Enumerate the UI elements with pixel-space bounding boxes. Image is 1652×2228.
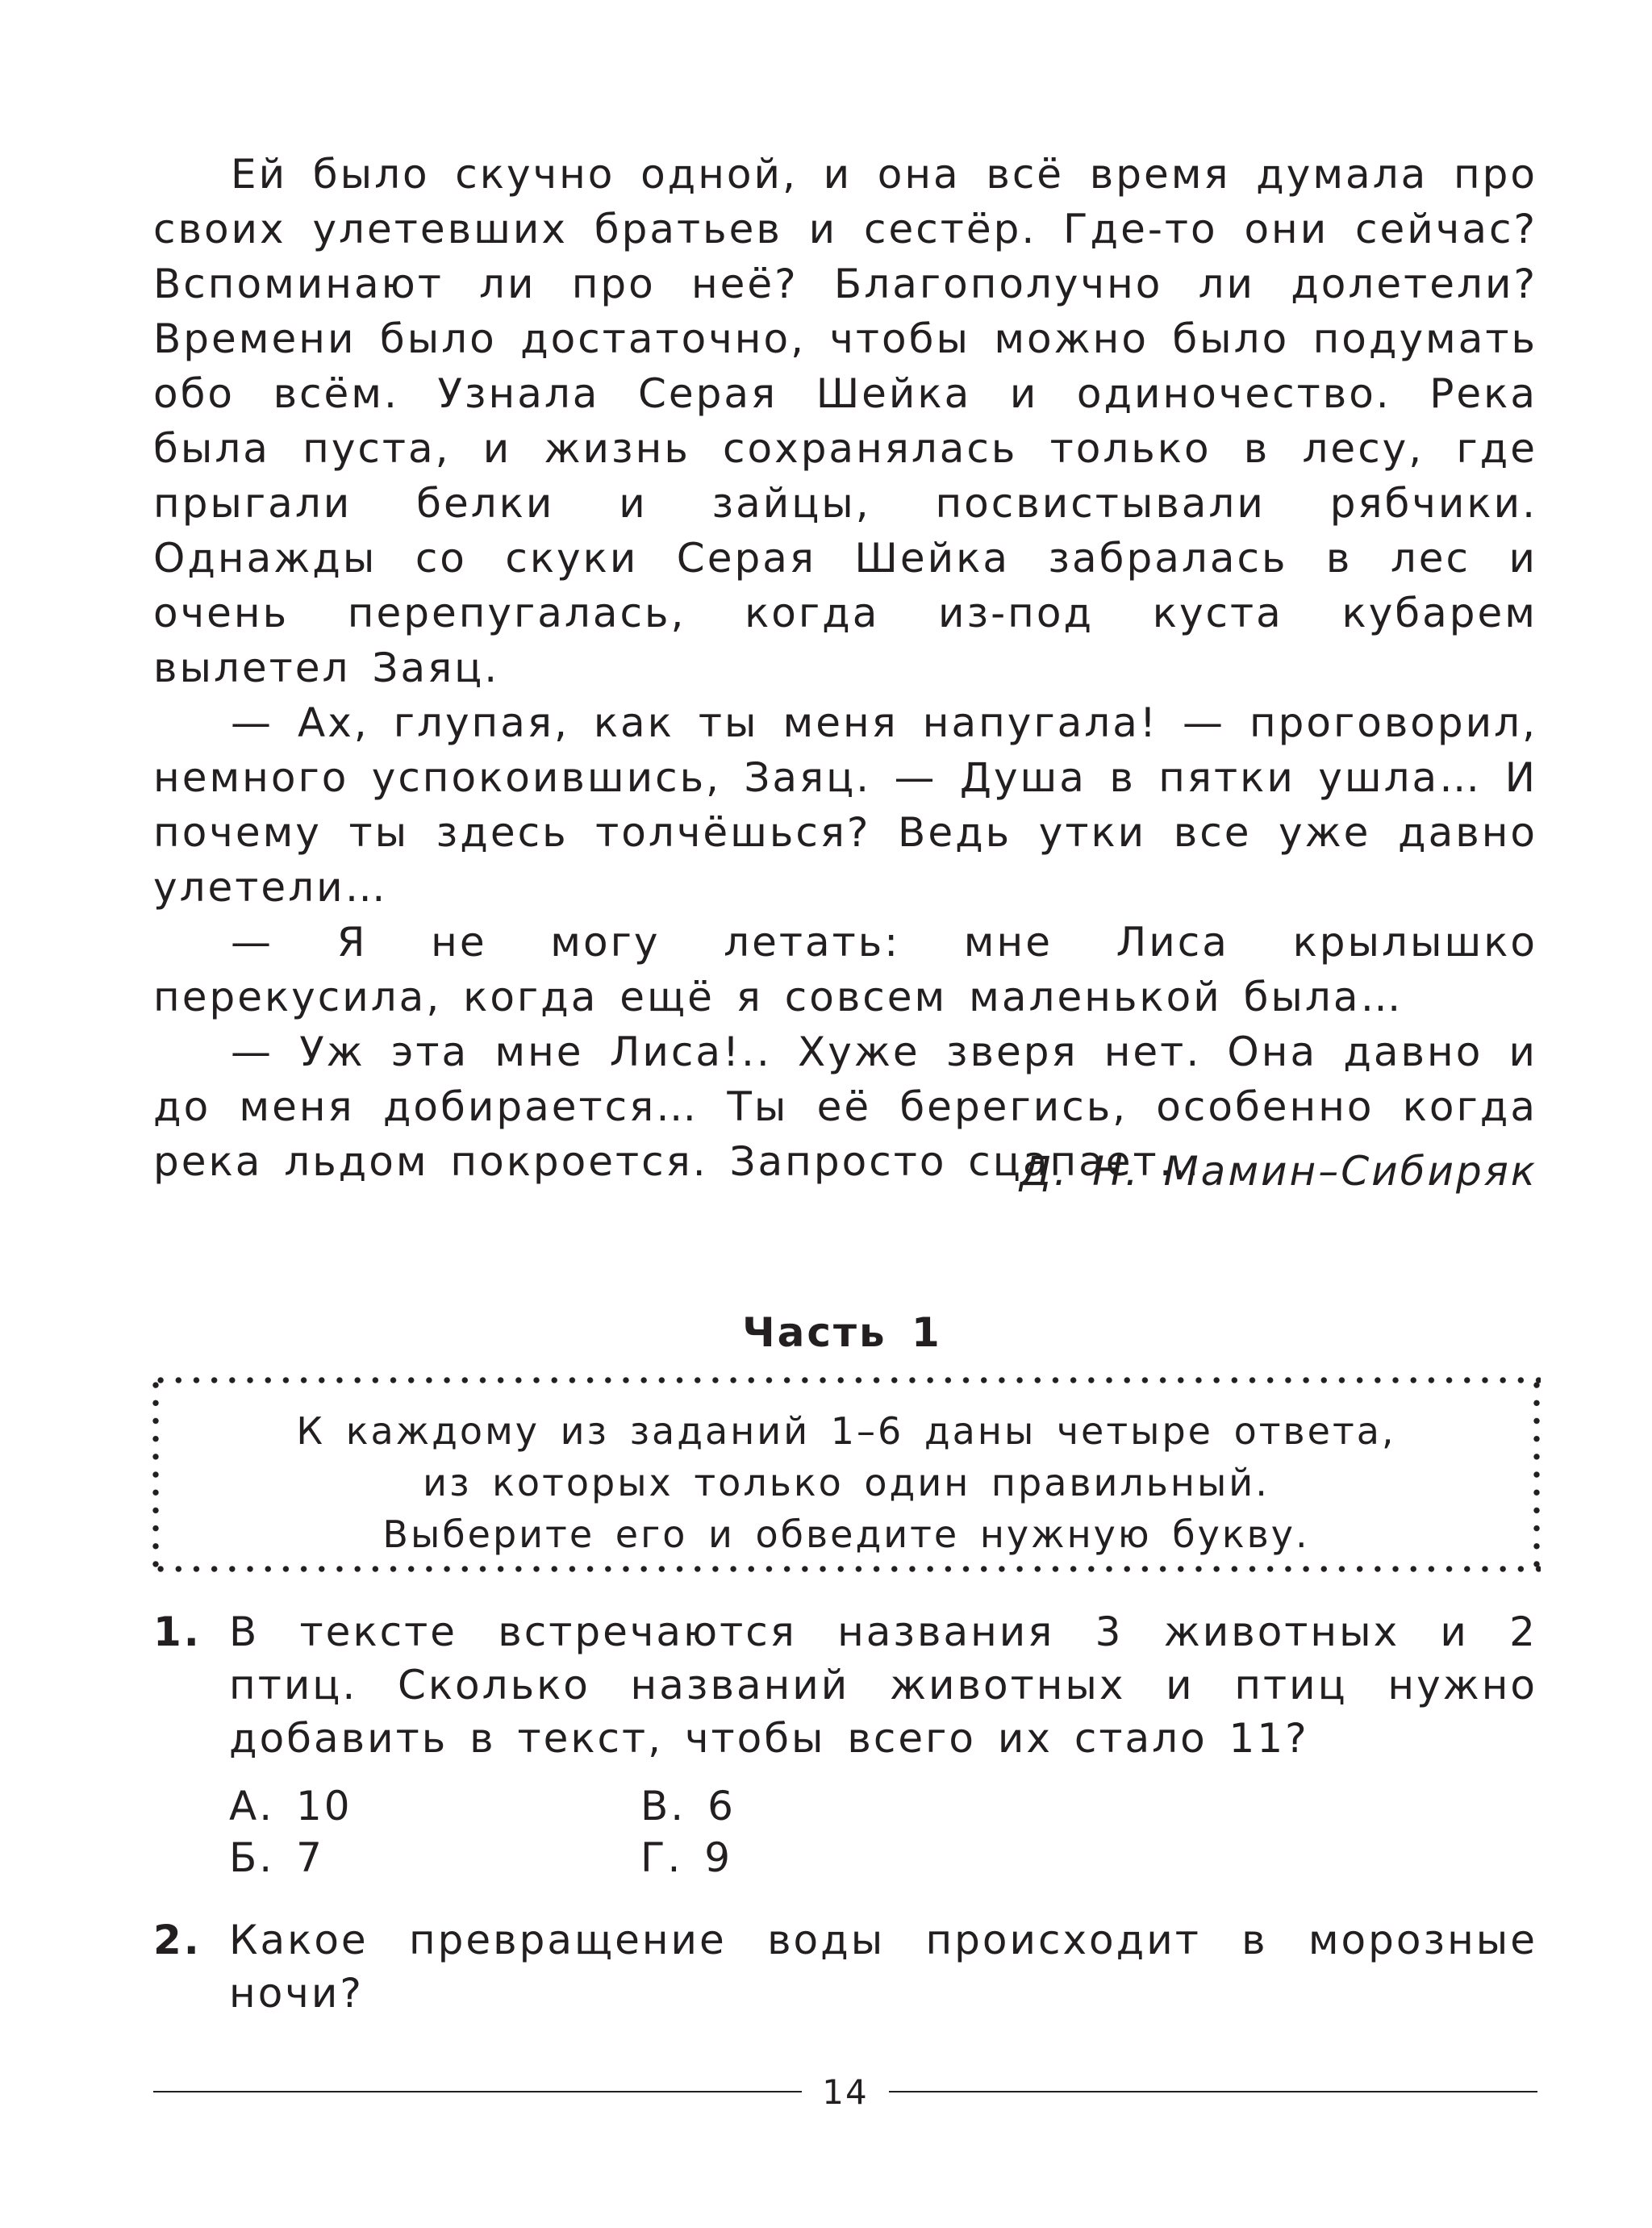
question-2 — [153, 1913, 1537, 2020]
instructions-text — [176, 1405, 1516, 1560]
answer-options — [229, 1779, 1537, 1884]
dotted-border-left — [152, 1376, 160, 1573]
dotted-border-right — [1533, 1376, 1541, 1573]
instructions-line: К каждому из заданий 1–6 даны четыре ответа, — [296, 1409, 1396, 1453]
instructions-box — [152, 1376, 1541, 1573]
dotted-border-bottom — [152, 1565, 1541, 1573]
option-v[interactable]: В. 6 — [640, 1783, 736, 1830]
story-paragraph: — Ах, глупая, как ты меня напугала! — проговорил, немного успокоившись, Заяц. — Душа в пятки ушла… И почему ты здесь толчёшься? Ведь утки все уже давно улетели… — [153, 699, 1537, 911]
story-text — [153, 147, 1537, 1189]
page-footer — [153, 2068, 1537, 2117]
question-text: В тексте встречаются названия 3 животных и 2 птиц. Сколько названий животных и птиц нужно добавить в текст, чтобы всего их стало 11? — [229, 1608, 1537, 1762]
story-author: Д. Н. Мамин–Сибиряк — [1020, 1148, 1537, 1195]
page-number: 14 — [822, 2072, 869, 2112]
option-b[interactable]: Б. 7 — [229, 1834, 324, 1881]
question-text: Какое превращение воды происходит в морозные ночи? — [229, 1917, 1537, 2017]
question-number: 2. — [153, 1917, 202, 1963]
part-title: Часть 1 — [742, 1309, 942, 1356]
story-paragraph: — Я не могу летать: мне Лиса крылышко перекусила, когда ещё я совсем маленькой была… — [153, 919, 1537, 1020]
instructions-line: из которых только один правильный. — [423, 1461, 1270, 1504]
story-paragraph: — Уж эта мне Лиса!.. Хуже зверя нет. Она давно и до меня добирается… Ты её берегись, особенно когда река льдом покроется. Запросто сцапает… — [153, 1028, 1537, 1185]
question-number: 1. — [153, 1608, 202, 1655]
option-a[interactable]: А. 10 — [229, 1783, 353, 1830]
question-1 — [153, 1605, 1537, 1884]
instructions-line: Выберите его и обведите нужную букву. — [382, 1512, 1310, 1556]
option-g[interactable]: Г. 9 — [640, 1834, 733, 1881]
dotted-border-top — [152, 1376, 1541, 1384]
story-paragraph: Ей было скучно одной, и она всё время думала про своих улетевших братьев и сестёр. Где-то они сейчас? Вспоминают ли про неё? Благополучно ли долетели? Времени было достаточно, чтобы можно было подумать обо всём. Узнала Серая Шейка и одиночество. Река была пуста, и жизнь сохранялась только в лесу, где прыгали белки и зайцы, посвистывали рябчики. Однажды со скуки Серая Шейка забралась в лес и очень перепугалась, когда из-под куста кубарем вылетел Заяц. — [153, 151, 1537, 691]
